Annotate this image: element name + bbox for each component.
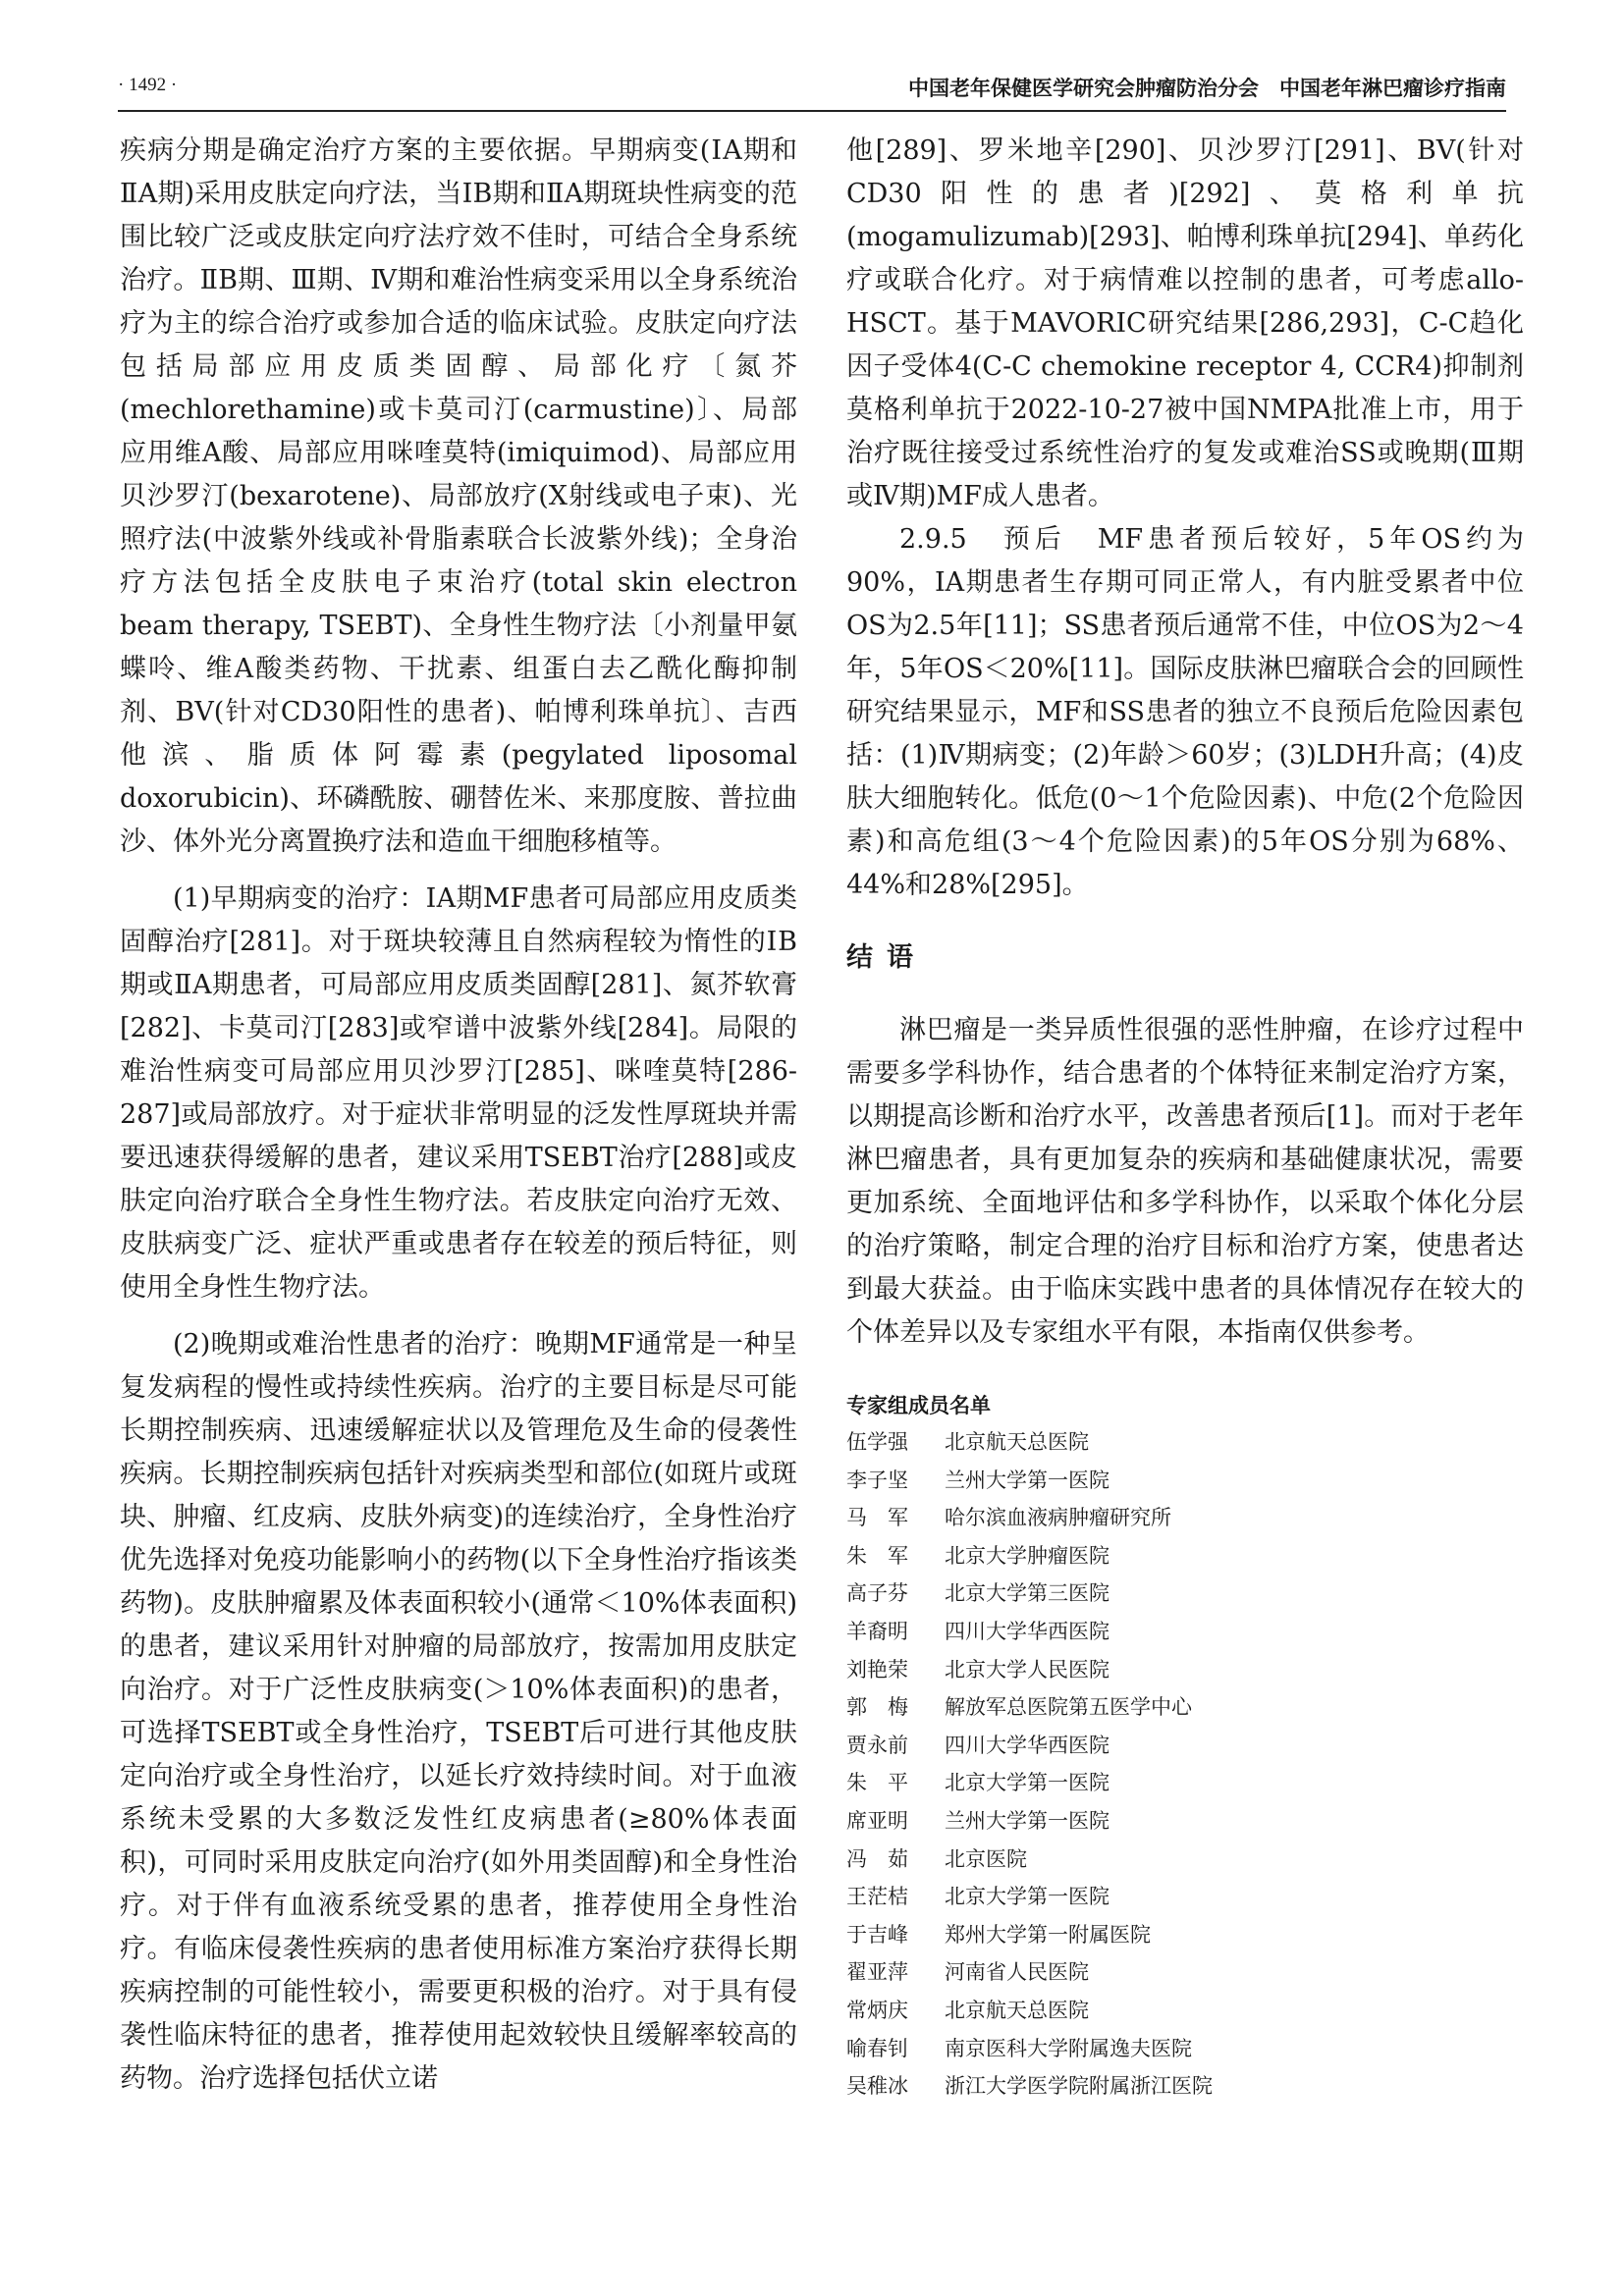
paragraph-gap <box>120 864 797 878</box>
member-name: 常炳庆 <box>846 1998 908 2022</box>
member-institution: 北京航天总医院 <box>945 1430 1089 1454</box>
paragraph-early-stage-treatment: (1)早期病变的治疗：ⅠA期MF患者可局部应用皮质类固醇治疗[281]。对于斑块较薄且自然病程较为惰性的ⅠB期或ⅡA期患者，可局部应用皮质类固醇[281]、氮芥软膏[282]、卡莫司汀[283]或窄谱中波紫外线[284]。局限的难治性病变可局部应用贝沙罗汀[285]、咪喹莫特[286-287]或局部放疗。对于症状非常明显的泛发性厚斑块并需要迅速获得缓解的患者，建议采用TSEBT治疗[288]或皮肤定向治疗联合全身性生物疗法。若皮肤定向治疗无效、皮肤病变广泛、症状严重或患者存在较差的预后特征，则使用全身性生物疗法。 <box>120 883 797 1303</box>
page-number: · 1492 · <box>118 75 178 95</box>
member-name: 朱 军 <box>846 1543 908 1568</box>
member-institution: 兰州大学第一医院 <box>945 1808 1110 1833</box>
member-institution: 哈尔滨血液病肿瘤研究所 <box>945 1506 1171 1530</box>
member-name: 伍学强 <box>846 1430 908 1454</box>
paragraph-continuation: 他[289]、罗米地辛[290]、贝沙罗汀[291]、BV(针对CD30阳性的患者)[292]、莫格利单抗(mogamulizumab)[293]、帕博利珠单抗[294]、单药化疗或联合化疗。对于病情难以控制的患者，可考虑allo-HSCT。基于MAVORIC研究结果[286,293]，C-C趋化因子受体4(C-C chemokine receptor 4, CCR4)抑制剂莫格利单抗于2022-10-27被中国NMPA批准上市，用于治疗既往接受过系统性治疗的复发或难治SS或晚期(Ⅲ期或Ⅳ期)MF成人患者。 <box>846 135 1524 511</box>
member-institution: 北京医院 <box>945 1846 1027 1871</box>
roster-title: 专家组成员名单 <box>846 1394 991 1417</box>
member-institution: 解放军总医院第五医学中心 <box>945 1695 1192 1720</box>
roster-member <box>846 1916 1524 1954</box>
roster-member <box>846 1727 1524 1765</box>
section-title-conclusion: 结语 <box>846 942 927 973</box>
member-institution: 兰州大学第一医院 <box>945 1468 1110 1492</box>
member-institution: 北京大学肿瘤医院 <box>945 1543 1110 1568</box>
paragraph-prognosis: 2.9.5 预后 MF患者预后较好，5年OS约为90%，IA期患者生存期可同正常人，有内脏受累者中位OS为2.5年[11]；SS患者预后通常不佳，中位OS为2～4年，5年OS＜20%[11]。国际皮肤淋巴瘤联合会的回顾性研究结果显示，MF和SS患者的独立不良预后危险因素包括：(1)Ⅳ期病变；(2)年龄＞60岁；(3)LDH升高；(4)皮肤大细胞转化。低危(0～1个危险因素)、中危(2个危险因素)和高危组(3～4个危险因素)的5年OS分别为68%、44%和28%[295]。 <box>846 524 1524 900</box>
expert-roster <box>846 1423 1524 2106</box>
left-column <box>120 130 797 2101</box>
member-institution: 北京大学第三医院 <box>945 1581 1110 1606</box>
member-name: 刘艳荣 <box>846 1657 908 1682</box>
member-name: 李子坚 <box>846 1468 908 1492</box>
roster-member <box>846 1953 1524 1992</box>
member-name: 羊裔明 <box>846 1619 908 1643</box>
roster-member <box>846 2030 1524 2068</box>
roster-member <box>846 1651 1524 1689</box>
member-name: 郭 梅 <box>846 1695 908 1720</box>
member-institution: 郑州大学第一附属医院 <box>945 1922 1151 1947</box>
member-institution: 四川大学华西医院 <box>945 1619 1110 1643</box>
member-institution: 北京航天总医院 <box>945 1998 1089 2022</box>
section-gap <box>846 1355 1524 1388</box>
member-name: 贾永前 <box>846 1733 908 1757</box>
roster-member <box>846 1878 1524 1916</box>
roster-member <box>846 1802 1524 1841</box>
section-gap <box>846 980 1524 1009</box>
paragraph-gap <box>120 1309 797 1323</box>
paragraph-conclusion: 淋巴瘤是一类异质性很强的恶性肿瘤，在诊疗过程中需要多学科协作，结合患者的个体特征来制定治疗方案，以期提高诊断和治疗水平，改善患者预后[1]。而对于老年淋巴瘤患者，具有更加复杂的疾病和基础健康状况，需要更加系统、全面地评估和多学科协作，以采取个体化分层的治疗策略，制定合理的治疗目标和治疗方案，使患者达到最大获益。由于临床实践中患者的具体情况存在较大的个体差异以及专家组水平有限，本指南仅供参考。 <box>846 1015 1524 1348</box>
member-name: 冯 茹 <box>846 1846 908 1871</box>
roster-member <box>846 2067 1524 2106</box>
member-institution: 河南省人民医院 <box>945 1960 1089 1985</box>
member-institution: 北京大学第一医院 <box>945 1885 1110 1909</box>
member-name: 高子芬 <box>846 1581 908 1606</box>
member-name: 喻春钊 <box>846 2036 908 2060</box>
roster-member <box>846 1992 1524 2030</box>
paragraph-treatment-overview: 疾病分期是确定治疗方案的主要依据。早期病变(ⅠA期和ⅡA期)采用皮肤定向疗法，当ⅠB期和ⅡA期斑块性病变的范围比较广泛或皮肤定向疗法疗效不佳时，可结合全身系统治疗。ⅡB期、Ⅲ期、Ⅳ期和难治性病变采用以全身系统治疗为主的综合治疗或参加合适的临床试验。皮肤定向疗法包括局部应用皮质类固醇、局部化疗〔氮芥(mechlorethamine)或卡莫司汀(carmustine)〕、局部应用维A酸、局部应用咪喹莫特(imiquimod)、局部应用贝沙罗汀(bexarotene)、局部放疗(X射线或电子束)、光照疗法(中波紫外线或补骨脂素联合长波紫外线)；全身治疗方法包括全皮肤电子束治疗(total skin electron beam therapy, TSEBT)、全身性生物疗法〔小剂量甲氨蝶呤、维A酸类药物、干扰素、组蛋白去乙酰化酶抑制剂、BV(针对CD30阳性的患者)、帕博利珠单抗〕、吉西他滨、脂质体阿霉素(pegylated liposomal doxorubicin)、环磷酰胺、硼替佐米、来那度胺、普拉曲沙、体外光分离置换疗法和造血干细胞移植等。 <box>120 135 797 857</box>
member-name: 马 军 <box>846 1506 908 1530</box>
page-header <box>118 61 1506 112</box>
roster-member <box>846 1575 1524 1613</box>
roster-member <box>846 1613 1524 1651</box>
roster-member <box>846 1688 1524 1727</box>
roster-member <box>846 1841 1524 1879</box>
member-name: 于吉峰 <box>846 1922 908 1947</box>
section-gap <box>846 907 1524 936</box>
paragraph-advanced-stage-treatment: (2)晚期或难治性患者的治疗：晚期MF通常是一种呈复发病程的慢性或持续性疾病。治疗的主要目标是尽可能长期控制疾病、迅速缓解症状以及管理危及生命的侵袭性疾病。长期控制疾病包括针对疾病类型和部位(如斑片或斑块、肿瘤、红皮病、皮肤外病变)的连续治疗，全身性治疗优先选择对免疫功能影响小的药物(以下全身性治疗指该类药物)。皮肤肿瘤累及体表面积较小(通常＜10%体表面积)的患者，建议采用针对肿瘤的局部放疗，按需加用皮肤定向治疗。对于广泛性皮肤病变(＞10%体表面积)的患者，可选择TSEBT或全身性治疗，TSEBT后可进行其他皮肤定向治疗或全身性治疗，以延长疗效持续时间。对于血液系统未受累的大多数泛发性红皮病患者(≥80%体表面积)，可同时采用皮肤定向治疗(如外用类固醇)和全身性治疗。对于伴有血液系统受累的患者，推荐使用全身性治疗。有临床侵袭性疾病的患者使用标准方案治疗获得长期疾病控制的可能性较小，需要更积极的治疗。对于具有侵袭性临床特征的患者，推荐使用起效较快且缓解率较高的药物。治疗选择包括伏立诺 <box>120 1329 797 2094</box>
roster-member <box>846 1537 1524 1575</box>
member-institution: 北京大学人民医院 <box>945 1657 1110 1682</box>
member-institution: 浙江大学医学院附属浙江医院 <box>945 2074 1213 2099</box>
roster-member <box>846 1499 1524 1537</box>
roster-member <box>846 1764 1524 1802</box>
roster-member <box>846 1423 1524 1462</box>
member-institution: 南京医科大学附属逸夫医院 <box>945 2036 1192 2060</box>
right-column <box>846 130 1524 2106</box>
member-name: 朱 平 <box>846 1771 908 1795</box>
roster-member <box>846 1462 1524 1500</box>
member-institution: 四川大学华西医院 <box>945 1733 1110 1757</box>
member-name: 翟亚萍 <box>846 1960 908 1985</box>
running-title: 中国老年保健医学研究会肿瘤防治分会 中国老年淋巴瘤诊疗指南 <box>908 77 1506 100</box>
member-name: 王茫桔 <box>846 1885 908 1909</box>
member-institution: 北京大学第一医院 <box>945 1771 1110 1795</box>
member-name: 席亚明 <box>846 1808 908 1833</box>
member-name: 吴稚冰 <box>846 2074 908 2099</box>
